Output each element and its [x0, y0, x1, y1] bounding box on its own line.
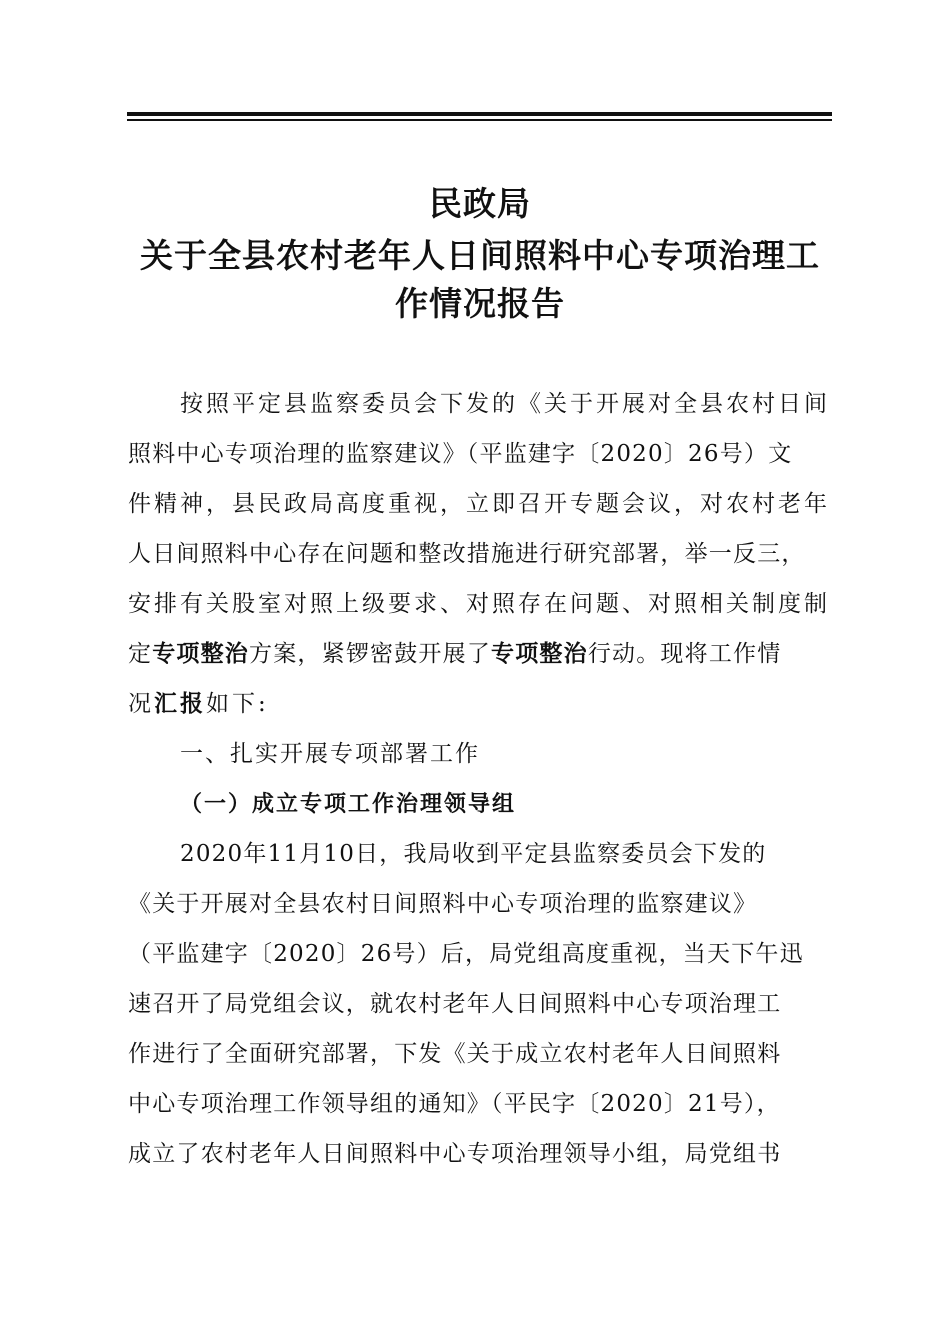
- document-title-line-1: 民政局: [429, 184, 531, 223]
- intro-line-2: 照料中心专项治理的监察建议》（平监建字〔2020〕26号）文: [128, 441, 793, 467]
- emphasis-text: 专项整治: [152, 640, 250, 667]
- intro-text: 况: [128, 691, 154, 717]
- body-line-4: 速召开了局党组会议，就农村老年人日间照料中心专项治理工: [128, 991, 782, 1017]
- section-heading: 一、扎实开展专项部署工作: [180, 741, 480, 767]
- intro-line-5: 安排有关股室对照上级要求、对照存在问题、对照相关制度制: [128, 591, 830, 617]
- header-rule-thin: [127, 119, 832, 121]
- document-title-line-2: 关于全县农村老年人日间照料中心专项治理工: [140, 236, 820, 275]
- subsection-heading: （一）成立专项工作治理领导组: [180, 791, 517, 817]
- body-line-3: （平监建字〔2020〕26号）后，局党组高度重视，当天下午迅: [128, 941, 804, 967]
- body-line-1: 2020年11月10日，我局收到平定县监察委员会下发的: [180, 841, 767, 867]
- body-line-2: 《关于开展对全县农村日间照料中心专项治理的监察建议》: [128, 891, 758, 917]
- intro-line-6: [128, 637, 828, 671]
- intro-line-1: 按照平定县监察委员会下发的《关于开展对全县农村日间: [180, 391, 830, 417]
- intro-text: 方案，紧锣密鼓开展了: [249, 641, 492, 667]
- header-rule-thick: [127, 112, 832, 116]
- body-line-7: 成立了农村老年人日间照料中心专项治理领导小组，局党组书: [128, 1141, 782, 1167]
- intro-line-3: 件精神，县民政局高度重视，立即召开专题会议，对农村老年: [128, 491, 830, 517]
- intro-line-4: 人日间照料中心存在问题和整改措施进行研究部署，举一反三，: [128, 541, 806, 567]
- intro-line-7: [128, 687, 828, 721]
- intro-text: 如下:: [206, 691, 269, 717]
- body-line-5: 作进行了全面研究部署，下发《关于成立农村老年人日间照料: [128, 1041, 782, 1067]
- intro-text: 行动。现将工作情: [587, 641, 782, 667]
- intro-text: 定: [128, 641, 153, 667]
- document-title-line-3: 作情况报告: [395, 284, 565, 323]
- body-line-6: 中心专项治理工作领导组的通知》（平民字〔2020〕21号），: [128, 1091, 781, 1117]
- emphasis-text: 汇报: [154, 690, 206, 717]
- emphasis-text: 专项整治: [491, 640, 588, 667]
